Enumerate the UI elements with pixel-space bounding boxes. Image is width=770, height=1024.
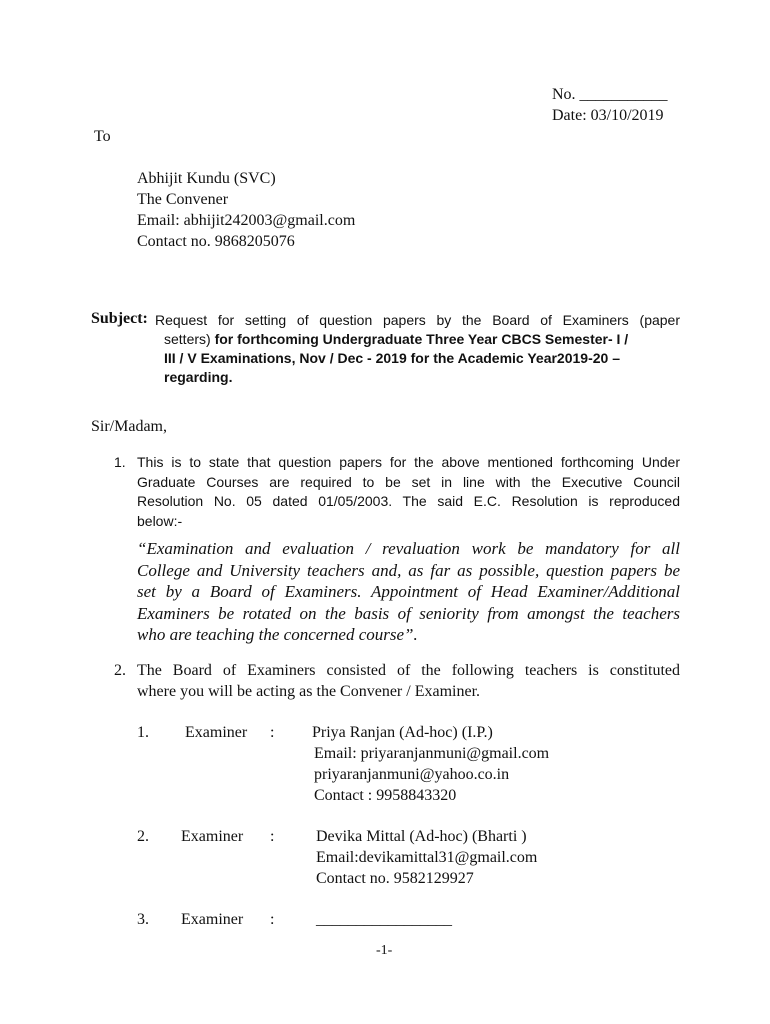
examiner-2-name: Devika Mittal (Ad-hoc) (Bharti )	[316, 828, 527, 845]
subject-line-1: Request for setting of question papers by the Board of Examiners (paper	[155, 312, 680, 328]
point-1-line: This is to state that question papers for the above mentioned forthcoming Under	[137, 454, 680, 470]
point-1-line: Graduate Courses are required to be set in line with the Executive Council	[137, 473, 680, 490]
letter-date: Date: 03/10/2019	[552, 107, 664, 124]
addressee-email: Email: abhijit242003@gmail.com	[137, 212, 356, 229]
point-1-line: Resolution No. 05 dated 01/05/2003. The said E.C. Resolution is reproduced	[137, 493, 680, 509]
subject-line-2-plain: setters)	[164, 331, 215, 347]
examiner-2-number: 2.	[137, 828, 149, 845]
addressee-contact: Contact no. 9868205076	[137, 233, 295, 250]
examiner-3-role: Examiner	[181, 911, 244, 928]
point-2-line: where you will be acting as the Convener / Examiner.	[137, 683, 481, 700]
examiner-1-colon: :	[270, 724, 275, 741]
quote-line: who are teaching the concerned course”.	[137, 625, 418, 644]
examiner-2-details	[316, 826, 537, 889]
addressee-block	[137, 168, 355, 252]
point-2-number: 2.	[114, 662, 126, 679]
point-1-text	[137, 453, 680, 531]
point-1-number: 1.	[114, 454, 126, 470]
subject-line-2-bold: for forthcoming Undergraduate Three Year CBCS Semester- I /	[214, 331, 629, 347]
examiner-2-email: Email:devikamittal31@gmail.com	[316, 849, 538, 866]
subject-line-4: regarding.	[164, 369, 233, 385]
examiner-1-role: Examiner	[185, 724, 248, 741]
subject-line-3: III / V Examinations, Nov / Dec - 2019 for the Academic Year2019-20 –	[164, 350, 620, 366]
examiner-2-colon: :	[270, 828, 275, 845]
subject-label: Subject:	[91, 310, 148, 327]
point-2-line: The Board of Examiners consisted of the following teachers is constituted	[137, 662, 680, 679]
quote-line: set by a Board of Examiners. Appointment of Head Examiner/Additional	[137, 582, 680, 601]
examiner-1-email-alt: priyaranjanmuni@yahoo.co.in	[314, 766, 510, 783]
point-2-text	[137, 660, 680, 702]
addressee-title: The Convener	[137, 191, 229, 208]
examiner-1-number: 1.	[137, 724, 149, 741]
salutation: Sir/Madam,	[91, 418, 167, 435]
quote-line: “Examination and evaluation / revaluation work be mandatory for all	[137, 539, 680, 558]
examiner-1-email: Email: priyaranjanmuni@gmail.com	[314, 745, 550, 762]
reference-number: No. ___________	[552, 86, 668, 103]
resolution-quote	[137, 538, 680, 646]
subject-text	[155, 311, 680, 387]
addressee-name: Abhijit Kundu (SVC)	[137, 170, 276, 187]
examiner-3-number: 3.	[137, 911, 149, 928]
quote-line: College and University teachers and, as far as possible, question papers be	[137, 560, 680, 580]
examiner-2-contact: Contact no. 9582129927	[316, 870, 474, 887]
examiner-3-blank: _________________	[316, 911, 452, 928]
examiner-2-role: Examiner	[181, 828, 244, 845]
quote-line: Examiners be rotated on the basis of seniority from amongst the teachers	[137, 603, 680, 623]
page-number: -1-	[376, 943, 393, 958]
subject-line-2	[155, 330, 680, 349]
examiner-1-details	[312, 722, 549, 806]
point-1-line: below:-	[137, 512, 183, 529]
reference-block	[552, 84, 668, 126]
examiner-1-name: Priya Ranjan (Ad-hoc) (I.P.)	[312, 724, 493, 741]
to-label: To	[94, 128, 111, 145]
examiner-1-contact: Contact : 9958843320	[314, 787, 457, 804]
examiner-3-colon: :	[270, 911, 275, 928]
